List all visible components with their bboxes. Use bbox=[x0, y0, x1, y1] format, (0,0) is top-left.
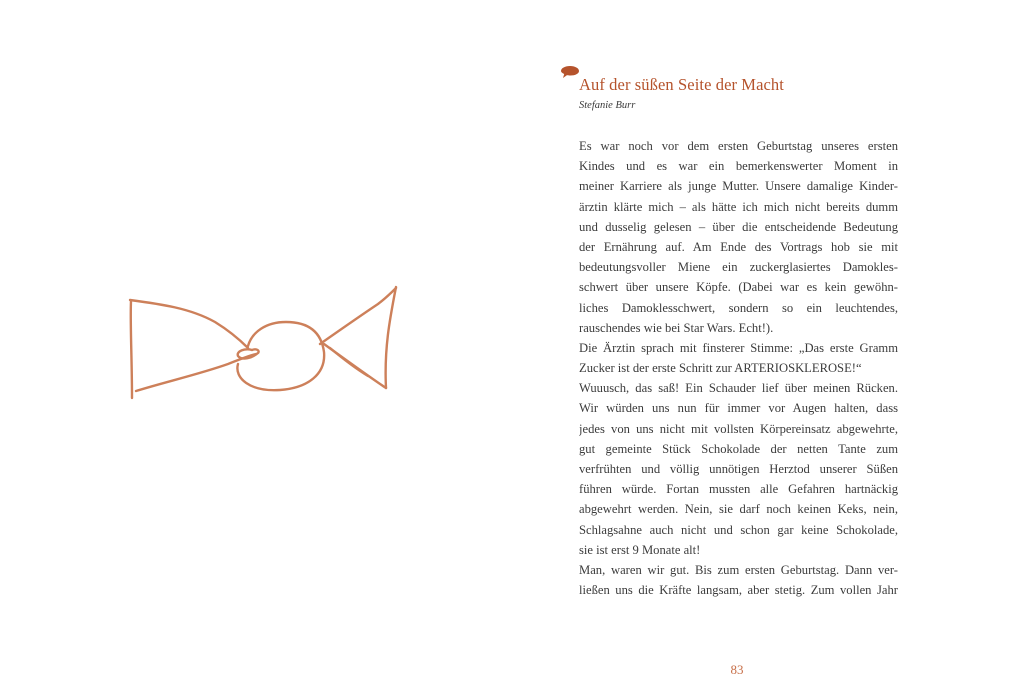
body-line: Zucker ist der erste Schritt zur ARTERIOSKLEROSE!“ bbox=[579, 361, 862, 376]
candy-drawing-icon bbox=[120, 278, 410, 408]
body-line: sie ist erst 9 Monate alt! bbox=[579, 542, 701, 557]
body-line: Schlagsahne auch nicht und schon gar keine Schokolade, bbox=[579, 522, 898, 537]
story-title: Auf der süßen Seite der Macht bbox=[579, 75, 784, 94]
body-line: liches Damoklesschwert, sondern so ein leuchtendes, bbox=[579, 300, 898, 315]
body-line: Man, waren wir gut. Bis zum ersten Geburtstag. Dann ver- bbox=[579, 562, 898, 577]
body-line: und dusselig gelesen – über die entscheidende Bedeutung bbox=[579, 219, 898, 234]
speech-bubble-icon bbox=[560, 65, 580, 79]
story-author: Stefanie Burr bbox=[579, 100, 636, 111]
body-line: ärztin klärte mich – als hätte ich mich nicht bereits dumm bbox=[579, 199, 898, 214]
body-line: meiner Karriere als junge Mutter. Unsere damalige Kinder- bbox=[579, 179, 898, 194]
body-line: der Ernährung auf. Am Ende des Vortrags hob sie mit bbox=[579, 239, 898, 254]
body-line: führen würde. Fortan mussten alle Gefahren hartnäckig bbox=[579, 482, 898, 497]
body-line: verfrühten und völlig unnötigen Herztod unserer Süßen bbox=[579, 462, 898, 476]
body-line: Wir würden uns nun für immer vor Augen halten, dass bbox=[579, 401, 898, 416]
body-line: bedeutungsvoller Miene ein zuckerglasiertes Damokles- bbox=[579, 260, 898, 275]
page-number: 83 bbox=[730, 662, 744, 677]
body-line: abgewehrt werden. Nein, sie darf noch keinen Keks, nein, bbox=[579, 502, 898, 517]
body-line: Wuuusch, das saß! Ein Schauder lief über meinen Rücken. bbox=[579, 381, 898, 396]
story-body bbox=[579, 136, 898, 600]
body-line: Es war noch vor dem ersten Geburtstag unseres ersten bbox=[579, 139, 898, 153]
body-line: Kindes und es war ein bemerkenswerter Moment in bbox=[579, 159, 898, 174]
body-line: Die Ärztin sprach mit finsterer Stimme: „Das erste Gramm bbox=[579, 340, 898, 355]
body-line: gut gemeinte Stück Schokolade der netten Tante zum bbox=[579, 441, 898, 456]
body-line: schwert über unsere Köpfe. (Dabei war es kein gewöhn- bbox=[579, 280, 898, 295]
body-line: jedes von uns nicht mit vollsten Körpereinsatz abgewehrte, bbox=[579, 421, 898, 436]
body-line: rauschendes wie bei Star Wars. Echt!). bbox=[579, 320, 774, 335]
body-line: ließen uns die Kräfte langsam, aber stetig. Zum vollen Jahr bbox=[579, 583, 898, 598]
